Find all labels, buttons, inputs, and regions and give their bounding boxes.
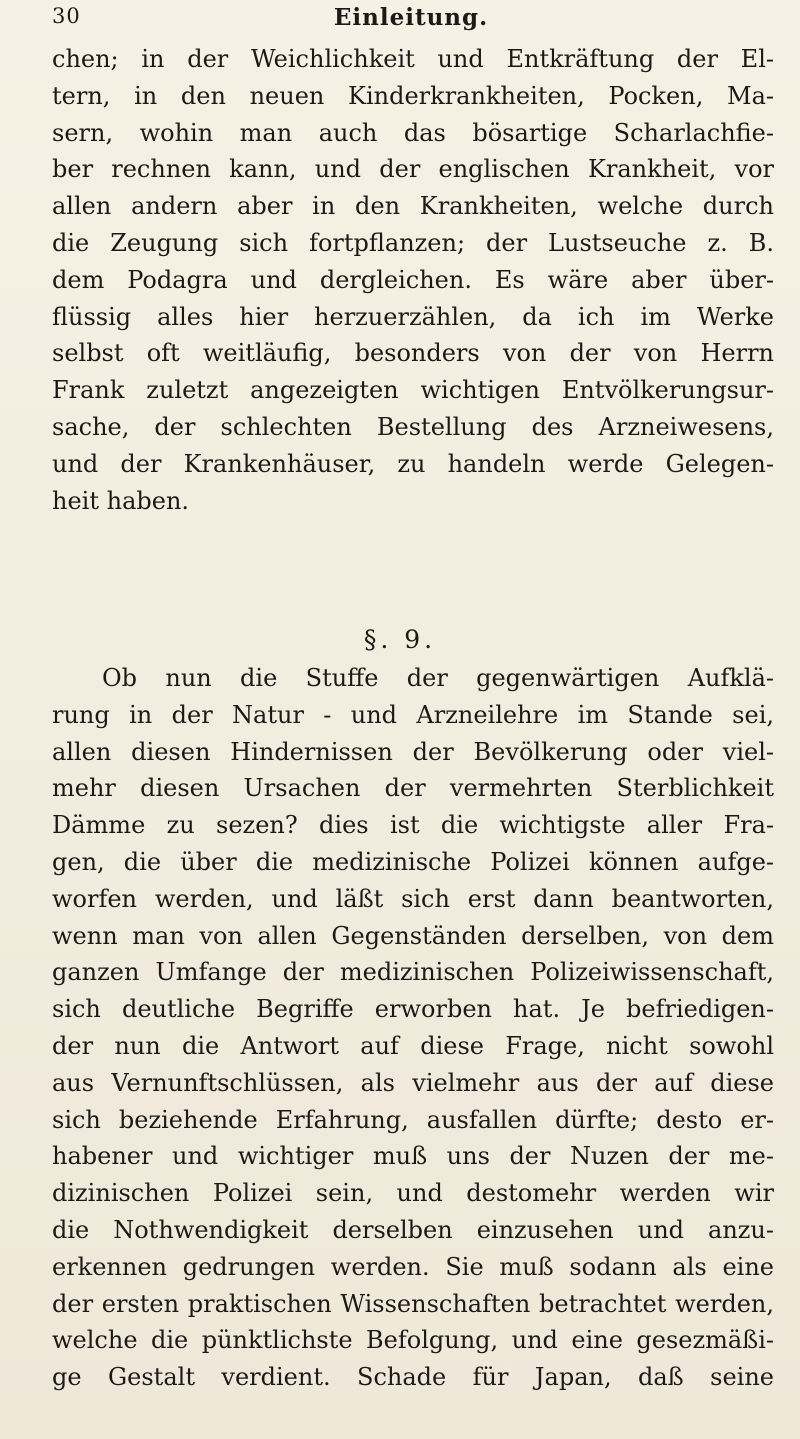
page-header	[52, 4, 770, 38]
running-title: Einleitung.	[333, 4, 489, 31]
text-line: sache, der schlechten Bestellung des Arzneiwesens,	[52, 412, 774, 441]
text-line: selbst oft weitläufig, besonders von der von Herrn	[52, 339, 774, 368]
text-line: sern, wohin man auch das bösartige Scharlachfie-	[52, 118, 774, 147]
text-line: der ersten praktischen Wissenschaften betrachtet werden,	[52, 1289, 774, 1318]
text-line: sich deutliche Begriffe erworben hat. Je befriedigen-	[52, 995, 774, 1024]
text-line: aus Vernunftschlüssen, als vielmehr aus der auf diese	[52, 1068, 774, 1097]
text-line: heit haben.	[52, 486, 190, 515]
text-line: der nun die Antwort auf diese Frage, nicht sowohl	[52, 1031, 774, 1060]
text-line: ganzen Umfange der medizinischen Polizeiwissenschaft,	[52, 958, 774, 987]
text-line: gen, die über die medizinische Polizei können aufge-	[52, 847, 774, 876]
text-line: mehr diesen Ursachen der vermehrten Sterblichkeit	[52, 774, 774, 803]
text-line: rung in der Natur - und Arzneilehre im Stande sei,	[52, 700, 774, 729]
paragraph-1	[52, 41, 774, 519]
text-line: ber rechnen kann, und der englischen Krankheit, vor	[52, 155, 774, 184]
text-line: Ob nun die Stuffe der gegenwärtigen Aufklä-	[102, 664, 774, 692]
text-line: allen andern aber in den Krankheiten, welche durch	[52, 192, 774, 221]
text-line: allen diesen Hindernissen der Bevölkerung oder viel-	[52, 737, 774, 766]
text-line: ge Gestalt verdient. Schade für Japan, daß seine	[52, 1363, 774, 1392]
text-line: dem Podagra und dergleichen. Es wäre aber über-	[52, 265, 774, 294]
text-line: und der Krankenhäuser, zu handeln werde Gelegen-	[52, 449, 774, 478]
text-line: die Nothwendigkeit derselben einzusehen und anzu-	[52, 1215, 774, 1244]
text-line: wenn man von allen Gegenständen derselben, von dem	[52, 921, 774, 950]
text-line: die Zeugung sich fortpflanzen; der Lustseuche z. B.	[52, 228, 774, 257]
text-line: Dämme zu sezen? dies ist die wichtigste aller Fra-	[52, 811, 774, 840]
text-line: flüssig alles hier herzuerzählen, da ich im Werke	[52, 302, 774, 331]
text-line: worfen werden, und läßt sich erst dann beantworten,	[52, 884, 774, 913]
text-line: chen; in der Weichlichkeit und Entkräftung der El-	[52, 45, 774, 73]
text-line: sich beziehende Erfahrung, ausfallen dürfte; desto er-	[52, 1105, 774, 1134]
text-line: welche die pünktlichste Befolgung, und eine gesezmäßi-	[52, 1326, 774, 1355]
text-line: Frank zuletzt angezeigten wichtigen Entvölkerungsur-	[52, 376, 774, 405]
paragraph-2	[52, 660, 774, 1396]
text-line: habener und wichtiger muß uns der Nuzen der me-	[52, 1142, 774, 1171]
section-heading: §. 9.	[363, 625, 437, 654]
page-number: 30	[52, 4, 81, 28]
text-line: dizinischen Polizei sein, und destomehr werden wir	[52, 1179, 774, 1208]
text-line: erkennen gedrungen werden. Sie muß sodann als eine	[52, 1252, 774, 1281]
text-line: tern, in den neuen Kinderkrankheiten, Pocken, Ma-	[52, 81, 774, 110]
